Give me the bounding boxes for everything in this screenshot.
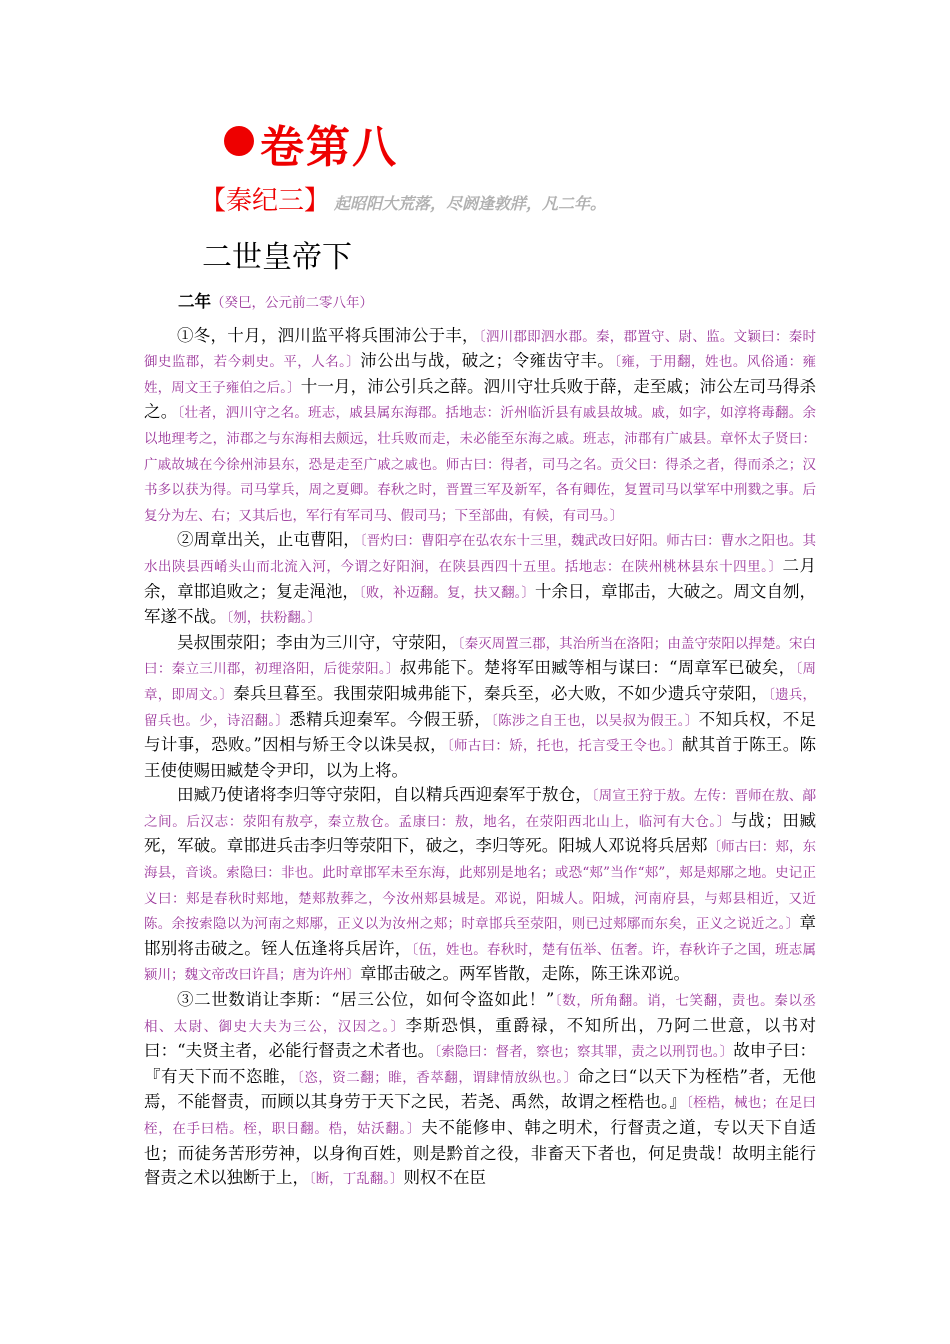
paragraph: [144, 988, 816, 1192]
main-text: 则权不在臣: [403, 1168, 486, 1188]
main-text: ③二世数诮让李斯：“居三公位，如何令盗如此！”: [177, 990, 555, 1010]
paragraph: [144, 783, 816, 988]
main-text: 沛公出与战，破之；令雍齿守丰。: [360, 351, 615, 371]
emperor-heading: 二世皇帝下: [202, 240, 352, 275]
main-text: ①冬，十月，泗川监平将兵围沛公于丰，: [177, 325, 479, 345]
main-text: 田臧乃使诸将李归等守荥阳，自以精兵西迎秦军于敖仓，: [177, 785, 592, 805]
main-text: 十一月，沛公引兵之薛。泗川守壮兵败于薛，走至戚；沛公左司马得杀之。: [144, 376, 816, 422]
annotation-note: 〔雍，于用翻，姓也。风俗通：雍姓，周文王子雍伯之后。〕: [144, 354, 817, 396]
annotation-note: 〔刎，扶粉翻。〕: [226, 610, 321, 627]
chronicle-heading: [200, 182, 606, 223]
main-text: ②周章出关，止屯曹阳，: [177, 530, 360, 550]
main-text: 章邯击破之。两军皆散，走陈，陈王诛邓说。: [360, 964, 690, 984]
annotation-note: 〔陈涉之自王也，以吴叔为假王。〕: [491, 712, 699, 729]
year-heading: [178, 290, 816, 316]
main-text: 十余日，章邯击，大破之。周文自刎，军遂不战。: [144, 581, 817, 627]
annotation-note: 〔恣，资二翻；睢，香萃翻，谓肆情放纵也。〕: [297, 1069, 578, 1086]
chronicle-description: 起昭阳大荒落，尽阏逢敦牂，凡二年。: [334, 194, 607, 213]
paragraph: [144, 324, 816, 529]
main-text: 与战；田臧死，军破。章邯进兵击李归等荥阳下，破之，李归等死。阳城人邓说将兵居郏: [144, 810, 817, 856]
annotation-note: 〔师古曰：矫，托也，托言受王令也。〕: [446, 738, 682, 755]
body-text: [144, 290, 816, 1192]
annotation-note: 〔周章，即周文。〕: [144, 661, 817, 703]
volume-title-text: 卷第八: [260, 122, 398, 173]
annotation-note: 〔伍，姓也。春秋时，楚有伍举、伍奢。许，春秋许子之国，班志属颍川；魏文帝改曰许昌；唐为许州〕: [144, 941, 817, 984]
annotation-note: 〔索隐曰：督者，察也；察其罪，责之以刑罚也。〕: [434, 1044, 734, 1061]
main-text: 李斯恐惧，重爵禄，不知所出，乃阿二世意，以书对曰：“夫贤主者，必能行督责之术者也。: [144, 1015, 816, 1061]
paragraphs: [144, 324, 816, 1192]
year-note: （癸巳，公元前二零八年）: [211, 295, 373, 311]
main-text: 章邯别将击破之。铚人伍逢将兵居许，: [144, 913, 816, 958]
bullet-icon: [224, 126, 254, 156]
annotation-note: 〔周宣王狩于敖。左传：晋师在敖、鄗之间。后汉志：荥阳有敖亭，秦立敖仓。孟康曰：敖，地名，在荥阳西北山上，临河有大仓。〕: [144, 788, 817, 830]
annotation-note: 〔败，补迈翻。复，扶又翻。〕: [358, 584, 535, 601]
annotation-note: 〔遗兵，留兵也。少，诗沼翻。〕: [144, 686, 817, 729]
main-text: 夫不能修申、韩之明术，行督责之道，专以天下自适也；而徒务苦形劳神，以身徇百姓，则是黔首之役，非畜天下者也，何足贵哉！故明主能行督责之术以独断于上，: [144, 1118, 817, 1188]
annotation-note: 〔师古曰：郏，东海县，音谈。索隐曰：非也。此时章邯军未至东海，此郏别是地名；或恐“郏”当作“郏”，郏是郏鄏之地。史记正义曰：郏是春秋时郏地，楚郏敖葬之，今汝州郏县城是。邓说，阳城人。阳城，河南府县，与郏县相近，又近陈。余按索隐以为河南之郏鄏，正义以为汝州之郏；时章邯兵至荥阳，则已过郏鄏而东矣，正义之说近之。〕: [144, 839, 817, 933]
annotation-note: 〔桎梏，械也；在足曰桎，在手曰梏。桎，职日翻。梏，姑沃翻。〕: [144, 1095, 817, 1137]
year-label: 二年: [178, 292, 211, 311]
main-text: 叔弗能下。楚将军田臧等相与谋曰：“周章军已破矣，: [399, 658, 796, 678]
annotation-note: 〔壮者，泗川守之名。班志，戚县属东海郡。括地志：沂州临沂县有戚县故城。戚，如字，如淳将毒翻。余以地理考之，沛郡之与东海相去颇远，壮兵败而走，未必能至东海之戚。班志，沛郡有广戚县。章怀太子贤曰：广戚故城在今徐州沛县东，恐是走至广戚之戚也。师古曰：得者，司马之名。贡父曰：得杀之者，得而杀之；汉书多以获为得。司马掌兵，周之夏卿。春秋之时，晋置三军及新军，各有卿佐，复置司马以掌军中刑戮之事。后复分为左、右；又其后也，军行有军司马、假司马；下至部曲，有候，有司马。〕: [144, 405, 816, 524]
main-text: 吴叔围荥阳；李由为三川守，守荥阳，: [177, 632, 458, 652]
annotation-note: 〔断，丁乱翻。〕: [309, 1171, 404, 1188]
main-text: 悉精兵迎秦军。今假王骄，: [289, 709, 492, 729]
volume-title: [224, 118, 398, 178]
annotation-note: 〔晋灼曰：曹阳亭在弘农东十三里，魏武改曰好阳。师古曰：曹水之阳也。其水出陕县西崤头山而北流入河，今谓之好阳涧，在陕县西四十五里。括地志：在陕州桃林县东十四里。〕: [144, 533, 816, 575]
main-text: 不知兵权，不足与计事，恐败。”因相与矫王令以诛吴叔，: [144, 709, 817, 755]
main-text: 二月余，章邯追败之；复走渑池，: [144, 555, 817, 601]
paragraph: [144, 631, 816, 784]
paragraph: [144, 528, 816, 630]
main-text: 故申子曰：『有天下而不恣睢，: [144, 1041, 817, 1086]
annotation-note: 〔泗川郡即泗水郡。秦，郡置守、尉、监。文颖曰：秦时御史监郡，若今刺史。平，人名。〕: [144, 328, 817, 371]
annotation-note: 〔秦灭周置三郡，其治所当在洛阳；由盖守荥阳以捍楚。宋白曰：秦立三川郡，初理洛阳，后徙荥阳。〕: [144, 635, 816, 678]
chronicle-label: 【秦纪三】: [200, 186, 331, 216]
main-text: 秦兵旦暮至。我围荥阳城弗能下，秦兵至，必大败，不如少遗兵守荥阳，: [233, 683, 769, 703]
main-text: 命之曰“以天下为桎梏”者，无他焉，不能督责，而顾以其身劳于天下之民，若尧、禹然，故谓之桎梏也。』: [144, 1066, 817, 1112]
annotation-note: 〔数，所角翻。诮，七笑翻，责也。秦以丞相、太尉、御史大夫为三公，汉因之。〕: [144, 993, 817, 1035]
main-text: 献其首于陈王。陈王使使赐田臧楚令尹印，以为上将。: [144, 735, 817, 780]
